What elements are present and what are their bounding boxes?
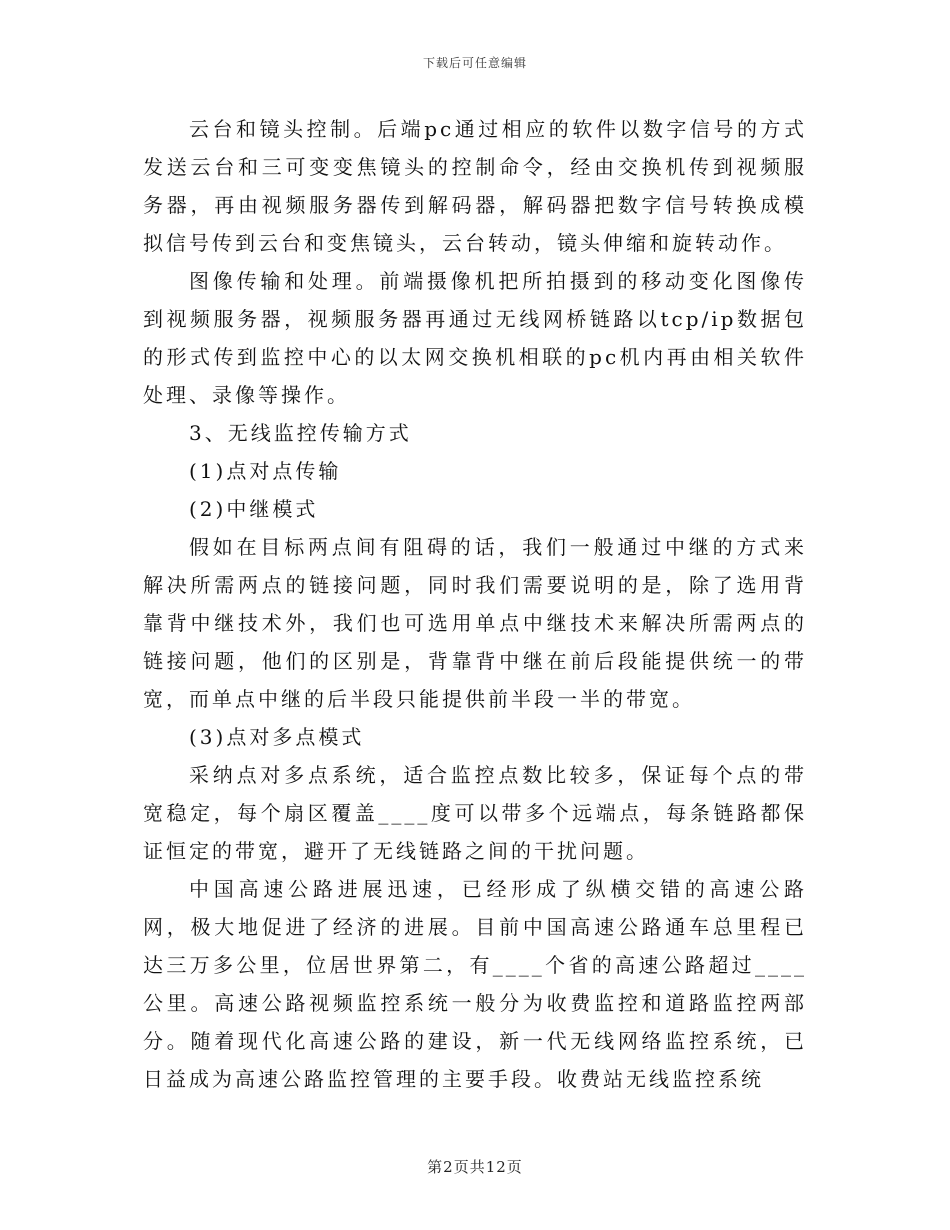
- page-header: 下载后可任意编辑: [422, 56, 527, 70]
- subheading-point-to-point: (1)点对点传输: [189, 459, 342, 483]
- subheading-point-to-multipoint: (3)点对多点模式: [189, 725, 365, 749]
- paragraph-image-transmission: 图像传输和处理。前端摄像机把所拍摄到的移动变化图像传到视频服务器，视频服务器再通过无线网桥链路以tcp/ip数据包的形式传到监控中心的以太网交换机相联的pc机内再由相关软件处理、录像等操作。: [143, 269, 807, 407]
- section-heading-wireless-transmission: 3、无线监控传输方式: [189, 421, 412, 445]
- subheading-relay-mode: (2)中继模式: [189, 497, 319, 521]
- paragraph-relay-mode: 假如在目标两点间有阻碍的话，我们一般通过中继的方式来解决所需两点的链接问题，同时我们需要说明的是，除了选用背靠背中继技术外，我们也可选用单点中继技术来解决所需两点的链接问题，他们的区别是，背靠背中继在前后段能提供统一的带宽，而单点中继的后半段只能提供前半段一半的带宽。: [143, 535, 807, 711]
- paragraph-highway-monitoring: 中国高速公路进展迅速，已经形成了纵横交错的高速公路网，极大地促进了经济的进展。目前中国高速公路通车总里程已达三万多公里，位居世界第二，有____个省的高速公路超过____公里。高速公路视频监控系统一般分为收费监控和道路监控两部分。随着现代化高速公路的建设，新一代无线网络监控系统，已日益成为高速公路监控管理的主要手段。收费站无线监控系统: [143, 877, 807, 1091]
- page-number-footer: 第2页共12页: [427, 1158, 523, 1176]
- document-body: [143, 110, 807, 1098]
- paragraph-ptz-control: 云台和镜头控制。后端pc通过相应的软件以数字信号的方式发送云台和三可变变焦镜头的控制命令，经由交换机传到视频服务器，再由视频服务器传到解码器，解码器把数字信号转换成模拟信号传到云台和变焦镜头，云台转动，镜头伸缩和旋转动作。: [143, 117, 807, 255]
- paragraph-point-to-multipoint: 采纳点对多点系统，适合监控点数比较多，保证每个点的带宽稳定，每个扇区覆盖____度可以带多个远端点，每条链路都保证恒定的带宽，避开了无线链路之间的干扰问题。: [143, 763, 807, 863]
